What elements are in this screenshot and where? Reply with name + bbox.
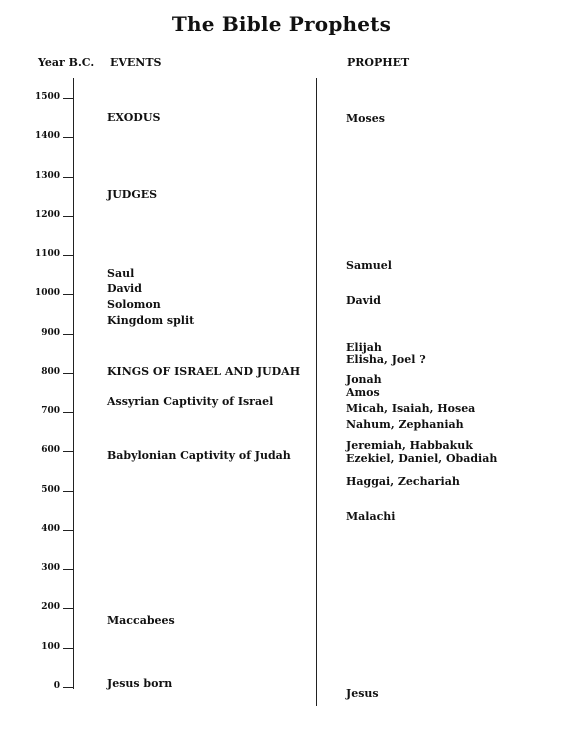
event-label: Babylonian Captivity of Judah — [107, 448, 291, 462]
prophet-label: Samuel — [346, 258, 392, 272]
year-tick-mark — [63, 451, 73, 452]
year-tick-label: 0 — [53, 681, 60, 691]
year-tick-mark — [63, 530, 73, 531]
year-tick-mark — [63, 648, 73, 649]
prophet-label: Elijah — [346, 341, 382, 355]
year-tick-mark — [63, 569, 73, 570]
year-tick-label: 400 — [41, 523, 60, 534]
year-tick-label: 900 — [41, 327, 60, 338]
prophet-label: Jeremiah, Habbakuk — [346, 438, 473, 452]
prophet-label: Malachi — [346, 510, 396, 524]
page-title: The Bible Prophets — [171, 12, 392, 36]
prophet-label: Jonah — [346, 372, 382, 386]
year-tick-label: 100 — [41, 641, 60, 652]
event-label: Kingdom split — [107, 313, 195, 327]
year-tick-label: 300 — [41, 563, 60, 574]
event-label: KINGS OF ISRAEL AND JUDAH — [107, 364, 301, 378]
events-column-header: EVENTS — [110, 56, 162, 69]
year-axis-line — [73, 78, 74, 689]
year-tick-label: 1000 — [34, 288, 60, 299]
year-tick-mark — [63, 294, 73, 295]
year-tick-mark — [63, 177, 73, 178]
year-tick-label: 500 — [41, 484, 60, 495]
year-tick-mark — [63, 98, 73, 99]
year-tick-mark — [63, 137, 73, 138]
year-column-header: Year B.C. — [38, 56, 95, 69]
prophet-label: David — [346, 294, 381, 308]
year-tick-mark — [63, 255, 73, 256]
prophet-label: Jesus — [346, 686, 379, 700]
event-label: JUDGES — [107, 188, 158, 202]
year-tick-label: 800 — [41, 366, 60, 377]
year-tick-mark — [63, 334, 73, 335]
year-tick-label: 1200 — [34, 209, 60, 220]
year-tick-label: 1500 — [34, 92, 60, 102]
year-tick-label: 700 — [41, 406, 60, 417]
event-label: Maccabees — [107, 614, 175, 628]
prophet-label: Micah, Isaiah, Hosea — [346, 402, 476, 416]
year-tick-mark — [63, 373, 73, 374]
prophet-label: Ezekiel, Daniel, Obadiah — [346, 452, 498, 466]
event-label: Solomon — [107, 298, 161, 312]
prophet-label: Elisha, Joel ? — [346, 353, 426, 367]
year-tick-mark — [63, 608, 73, 609]
year-tick-label: 1100 — [34, 249, 60, 260]
year-tick-mark — [63, 412, 73, 413]
prophet-label: Moses — [346, 112, 385, 126]
event-label: Assyrian Captivity of Israel — [107, 395, 274, 409]
year-tick-mark — [63, 216, 73, 217]
event-label: Jesus born — [107, 677, 173, 691]
event-label: EXODUS — [107, 111, 161, 125]
event-label: Saul — [107, 266, 135, 280]
year-tick-label: 600 — [41, 445, 60, 456]
prophet-label: Nahum, Zephaniah — [346, 417, 464, 431]
prophet-column-header: PROPHET — [347, 56, 410, 69]
year-tick-label: 1400 — [34, 131, 60, 142]
prophet-label: Amos — [346, 386, 380, 400]
year-tick-label: 1300 — [34, 170, 60, 181]
year-tick-label: 200 — [41, 602, 60, 613]
event-label: David — [107, 282, 142, 296]
prophet-label: Haggai, Zechariah — [346, 474, 460, 488]
year-tick-mark — [63, 687, 73, 688]
year-tick-mark — [63, 491, 73, 492]
column-divider — [316, 78, 317, 706]
